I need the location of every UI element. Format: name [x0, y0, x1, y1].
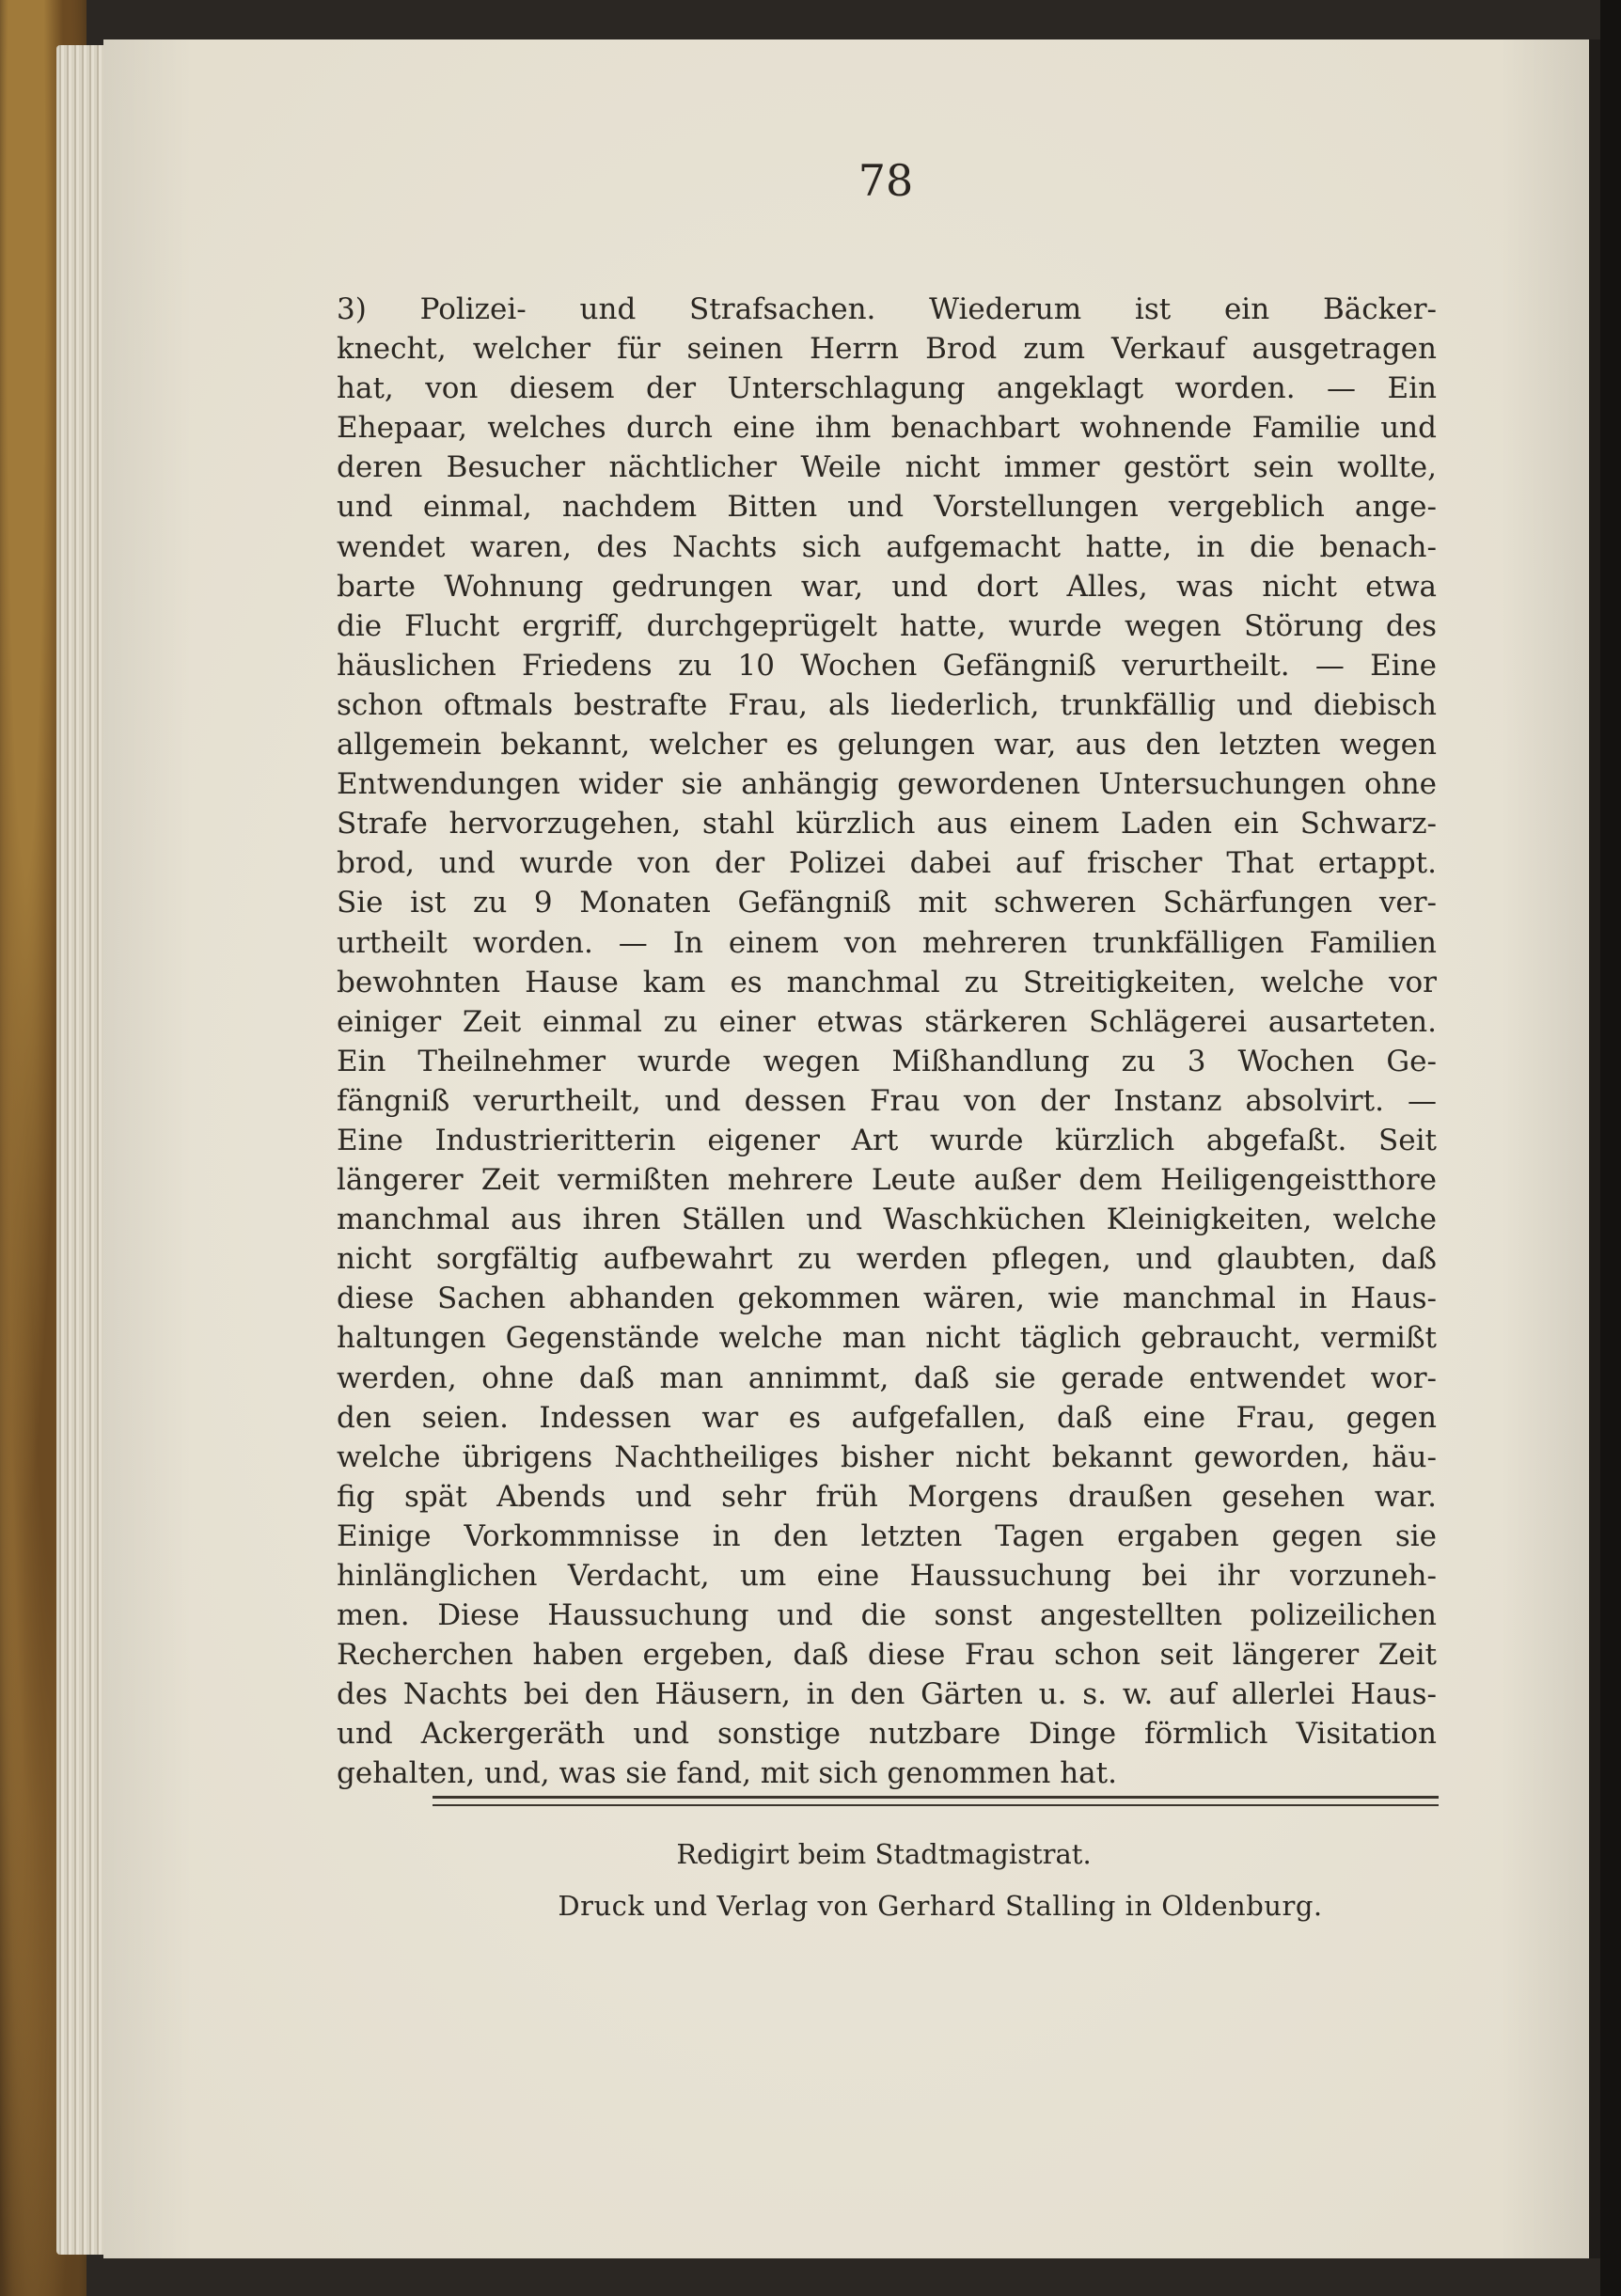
text-line: welche übrigens Nachtheiliges bisher nicht bekannt geworden, häu-: [337, 1439, 1437, 1474]
text-line: haltungen Gegenstände welche man nicht täglich gebraucht, vermißt: [337, 1321, 1437, 1356]
text-line: und einmal, nachdem Bitten und Vorstellungen vergeblich ange-: [337, 490, 1437, 525]
text-line: 3) Polizei- und Strafsachen. Wiederum ist ein Bäcker-: [337, 292, 1437, 326]
text-line: knecht, welcher für seinen Herrn Brod zum Verkauf ausgetragen: [337, 332, 1437, 367]
text-line: fängniß verurtheilt, und dessen Frau von der Instanz absolvirt. —: [337, 1083, 1437, 1118]
text-line: bewohnten Hause kam es manchmal zu Streitigkeiten, welche vor: [337, 965, 1437, 999]
page-number: 78: [858, 155, 914, 206]
text-line: schon oftmals bestrafte Frau, als liederlich, trunkfällig und diebisch: [337, 687, 1437, 722]
text-line: Entwendungen wider sie anhängig gewordenen Untersuchungen ohne: [337, 767, 1437, 802]
text-line: Strafe hervorzugehen, stahl kürzlich aus einem Laden ein Schwarz-: [337, 807, 1437, 841]
text-line: nicht sorgfältig aufbewahrt zu werden pflegen, und glaubten, daß: [337, 1242, 1437, 1277]
text-line: Sie ist zu 9 Monaten Gefängniß mit schweren Schärfungen ver-: [337, 886, 1437, 920]
text-line: men. Diese Haussuchung und die sonst angestellten polizeilichen: [337, 1598, 1437, 1633]
text-line: hat, von diesem der Unterschlagung angeklagt worden. — Ein: [337, 371, 1437, 406]
footer-rule: [433, 1796, 1439, 1812]
text-line: fig spät Abends und sehr früh Morgens draußen gesehen war.: [337, 1479, 1437, 1514]
text-line: urtheilt worden. — In einem von mehreren trunkfälligen Familien: [337, 925, 1437, 960]
text-line: manchmal aus ihren Ställen und Waschküchen Kleinigkeiten, welche: [337, 1203, 1437, 1237]
text-line: längerer Zeit vermißten mehrere Leute außer dem Heiligengeistthore: [337, 1163, 1437, 1198]
text-line: Recherchen haben ergeben, daß diese Frau schon seit längerer Zeit: [337, 1638, 1437, 1673]
text-line: einiger Zeit einmal zu einer etwas stärkeren Schlägerei ausarteten.: [337, 1004, 1437, 1039]
rule-line: [433, 1804, 1439, 1806]
text-line: des Nachts bei den Häusern, in den Gärten u. s. w. auf allerlei Haus-: [337, 1677, 1437, 1712]
text-line: werden, ohne daß man annimmt, daß sie gerade entwendet wor-: [337, 1360, 1437, 1395]
text-line: häuslichen Friedens zu 10 Wochen Gefängniß verurtheilt. — Eine: [337, 648, 1437, 683]
text-line: hinlänglichen Verdacht, um eine Haussuchung bei ihr vorzuneh-: [337, 1559, 1437, 1593]
text-line: gehalten, und, was sie fand, mit sich genommen hat.: [337, 1756, 1117, 1791]
text-line: allgemein bekannt, welcher es gelungen war, aus den letzten wegen: [337, 728, 1437, 763]
text-line: diese Sachen abhanden gekommen wären, wie manchmal in Haus-: [337, 1282, 1437, 1316]
text-line: brod, und wurde von der Polizei dabei auf frischer That ertappt.: [337, 846, 1437, 881]
text-line: barte Wohnung gedrungen war, und dort Alles, was nicht etwa: [337, 569, 1437, 604]
text-line: Einige Vorkommnisse in den letzten Tagen ergaben gegen sie: [337, 1518, 1437, 1553]
text-line: Ein Theilnehmer wurde wegen Mißhandlung zu 3 Wochen Ge-: [337, 1044, 1437, 1078]
text-line: und Ackergeräth und sonstige nutzbare Dinge förmlich Visitation: [337, 1717, 1437, 1752]
scan-border: [1600, 0, 1621, 2296]
editor-note: Redigirt beim Stadtmagistrat.: [676, 1838, 1092, 1870]
text-line: den seien. Indessen war es aufgefallen, daß eine Frau, gegen: [337, 1400, 1437, 1435]
text-line: Ehepaar, welches durch eine ihm benachbart wohnende Familie und: [337, 411, 1437, 446]
rule-line: [433, 1796, 1439, 1799]
body-text: [337, 290, 1437, 1794]
printer-imprint: Druck und Verlag von Gerhard Stalling in Oldenburg.: [558, 1890, 1323, 1922]
text-line: die Flucht ergriff, durchgeprügelt hatte, wurde wegen Störung des: [337, 608, 1437, 643]
text-line: wendet waren, des Nachts sich aufgemacht hatte, in die benach-: [337, 529, 1437, 564]
text-line: deren Besucher nächtlicher Weile nicht immer gestört sein wollte,: [337, 450, 1437, 485]
text-line: Eine Industrieritterin eigener Art wurde kürzlich abgefaßt. Seit: [337, 1123, 1437, 1157]
